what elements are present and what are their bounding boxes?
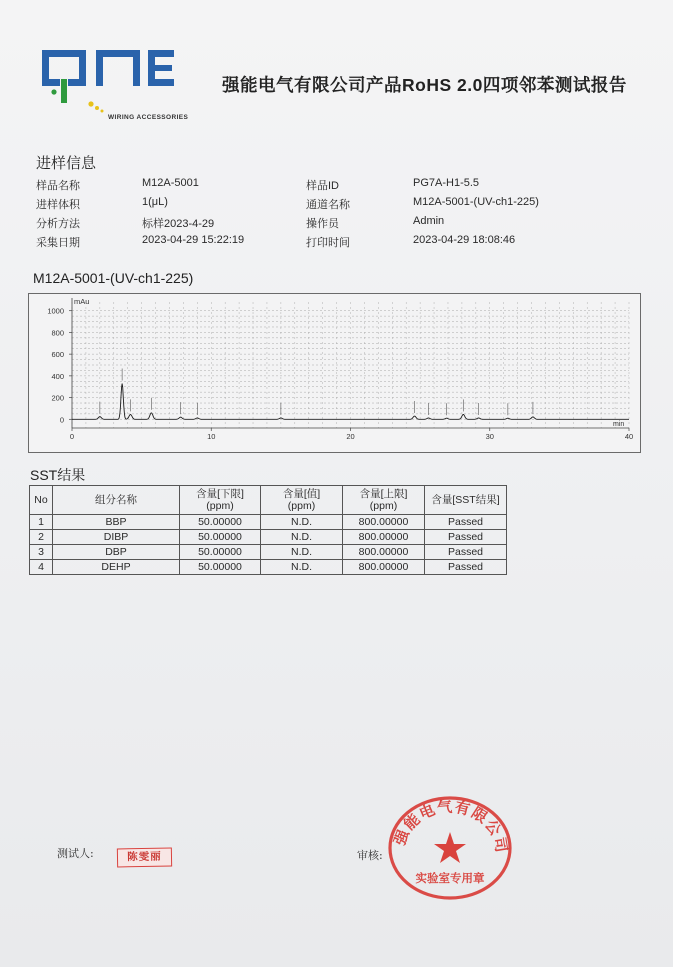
info-label: 分析方法 (36, 218, 80, 230)
x-axis-label: min (613, 421, 625, 428)
header-value: 含量[值] (ppm) (261, 486, 343, 515)
yellow-dots-icon (88, 100, 108, 114)
info-label: 采集日期 (36, 237, 80, 249)
info-label: 操作员 (306, 218, 339, 230)
chart-title: M12A-5001-(UV-ch1-225) (33, 270, 194, 286)
tester-label: 测试人: (57, 847, 94, 860)
info-label: 打印时间 (306, 237, 350, 249)
logo-tagline: WIRING ACCESSORIES (108, 114, 189, 121)
cell-lower: 50.00000 (180, 530, 261, 545)
y-tick-label: 600 (51, 350, 64, 360)
y-axis-label: mAu (74, 297, 90, 306)
cell-name: DIBP (53, 530, 180, 545)
cell-upper: 800.00000 (343, 515, 425, 530)
cell-result: Passed (425, 545, 507, 560)
info-label: 通道名称 (306, 199, 350, 211)
y-tick-label: 400 (51, 371, 64, 381)
chromatogram-frame (28, 293, 641, 453)
cell-no: 1 (30, 515, 53, 530)
cell-value: N.D. (261, 515, 343, 530)
info-row (36, 196, 636, 214)
info-label: 样品名称 (36, 180, 80, 192)
info-value: Admin (413, 215, 445, 227)
qne-logo-mark (40, 42, 200, 112)
x-tick-label: 20 (346, 432, 355, 441)
info-value: 标样2023-4-29 (142, 218, 215, 230)
y-tick-label: 800 (51, 328, 64, 338)
tester-signature-stamp: 陈雯丽 (117, 848, 172, 868)
cell-no: 2 (30, 530, 53, 545)
cell-lower: 50.00000 (180, 515, 261, 530)
info-value: 2023-04-29 15:22:19 (142, 234, 245, 246)
x-tick-label: 30 (485, 432, 494, 441)
table-row (30, 545, 507, 560)
reviewer-label: 审核: (357, 849, 383, 862)
cell-upper: 800.00000 (343, 545, 425, 560)
sst-title: SST结果 (30, 467, 86, 483)
table-header-row (30, 486, 507, 515)
x-tick-label: 0 (69, 432, 75, 441)
info-row (36, 234, 636, 252)
cell-result: Passed (425, 515, 507, 530)
x-tick-label: 40 (624, 432, 634, 441)
svg-text:实验室专用章: 实验室专用章 (415, 871, 485, 885)
cell-name: DBP (53, 545, 180, 560)
info-row (36, 177, 636, 195)
header-result: 含量[SST结果] (425, 486, 507, 515)
company-logo (40, 42, 200, 128)
info-row (36, 215, 636, 233)
cell-lower: 50.00000 (180, 545, 261, 560)
info-value: M12A-5001-(UV-ch1-225) (413, 196, 539, 208)
table-row (30, 530, 507, 545)
sst-table (29, 485, 507, 575)
x-tick-label: 10 (207, 432, 216, 441)
info-value: 1(μL) (142, 196, 168, 208)
report-title: 强能电气有限公司产品RoHS 2.0四项邻苯测试报告 (222, 75, 627, 95)
info-value: M12A-5001 (142, 177, 199, 189)
cell-result: Passed (425, 560, 507, 575)
cell-result: Passed (425, 530, 507, 545)
info-value: 2023-04-29 18:08:46 (413, 234, 516, 246)
y-tick-label: 200 (51, 393, 64, 403)
cell-name: DEHP (53, 560, 180, 575)
company-seal-stamp (384, 790, 516, 900)
cell-upper: 800.00000 (343, 530, 425, 545)
cell-value: N.D. (261, 545, 343, 560)
svg-text:强能电气有限公司: 强能电气有限公司 (390, 797, 511, 856)
cell-no: 3 (30, 545, 53, 560)
y-tick-label: 0 (59, 415, 64, 425)
y-tick-label: 1000 (47, 306, 64, 316)
info-value: PG7A-H1-5.5 (413, 177, 480, 189)
cell-value: N.D. (261, 530, 343, 545)
cell-value: N.D. (261, 560, 343, 575)
chromatogram-chart (29, 294, 640, 452)
header-no: No (30, 486, 53, 515)
cell-lower: 50.00000 (180, 560, 261, 575)
cell-upper: 800.00000 (343, 560, 425, 575)
table-row (30, 515, 507, 530)
header-upper: 含量[上限] (ppm) (343, 486, 425, 515)
info-label: 进样体积 (36, 199, 80, 211)
cell-name: BBP (53, 515, 180, 530)
header-name: 组分名称 (53, 486, 180, 515)
cell-no: 4 (30, 560, 53, 575)
table-row (30, 560, 507, 575)
info-label: 样品ID (306, 180, 339, 192)
header-lower: 含量[下限] (ppm) (180, 486, 261, 515)
sample-info-title: 进样信息 (36, 155, 97, 172)
